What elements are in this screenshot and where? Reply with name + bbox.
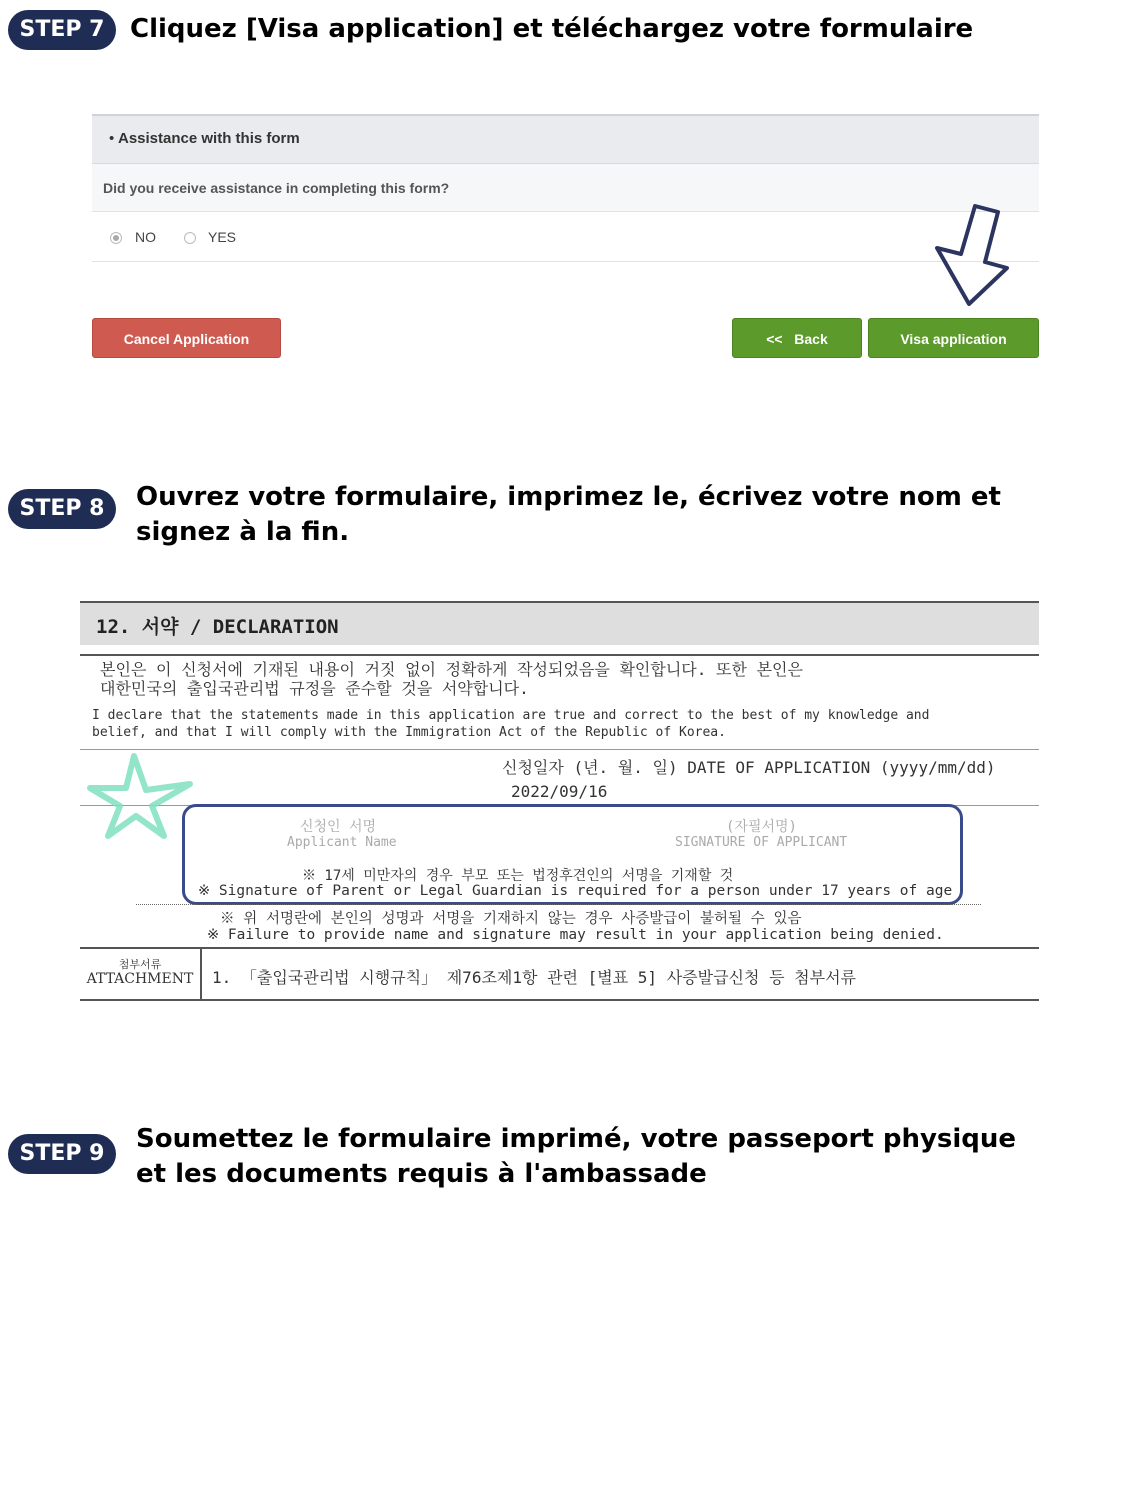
attachment-divider [200, 947, 202, 999]
declaration-form-excerpt [80, 601, 1039, 1001]
divider [80, 749, 1039, 750]
declaration-en-line1: I declare that the statements made in this application are true and correct to the best of my knowledge and [92, 708, 930, 723]
radio-yes-label[interactable]: YES [208, 229, 237, 245]
step-7-badge: STEP 7 [8, 10, 116, 50]
step-8-title-line1: Ouvrez votre formulaire, imprimez le, écrivez votre nom et [136, 482, 1001, 512]
assistance-question: Did you receive assistance in completing this form? [103, 180, 450, 196]
attachment-label-kr: 첨부서류 [118, 958, 162, 971]
step-9-title-line2: et les documents requis à l'ambassade [136, 1159, 707, 1189]
assistance-question-row [92, 164, 1039, 212]
step-8-badge: STEP 8 [8, 489, 116, 529]
applicant-name-kr: 신청인 서명 [300, 819, 377, 835]
star-icon [86, 750, 196, 842]
radio-no-label[interactable]: NO [135, 229, 156, 245]
signature-kr: (자필서명) [726, 819, 797, 835]
radio-yes[interactable] [184, 232, 196, 244]
visa-application-button[interactable]: Visa application [868, 318, 1039, 358]
step-8-title-line2: signez à la fin. [136, 517, 350, 547]
declaration-heading-bar [80, 601, 1039, 645]
date-of-application-label: 신청일자 (년. 월. 일) DATE OF APPLICATION (yyyy/mm/dd) [502, 758, 996, 777]
section-header-label: Assistance with this form [118, 130, 300, 147]
applicant-name-en: Applicant Name [287, 835, 397, 850]
declaration-heading: 12. 서약 / DECLARATION [96, 616, 339, 638]
step-9-title-line1: Soumettez le formulaire imprimé, votre passeport physique [136, 1124, 1017, 1154]
declaration-kr-line2: 대한민국의 출입국관리법 규정을 준수할 것을 서약합니다. [100, 679, 529, 698]
warning-kr: ※ 위 서명란에 본인의 성명과 서명을 기재하지 않는 경우 사증발급이 불허될 수 있음 [220, 911, 802, 927]
guardian-note-kr: ※ 17세 미만자의 경우 부모 또는 법정후견인의 서명을 기재할 것 [302, 868, 734, 884]
attachment-item: 1. 「출입국관리법 시행규칙」 제76조제1항 관련 [별표 5] 사증발급신청 등 첨부서류 [212, 968, 856, 987]
divider [136, 904, 981, 905]
cancel-application-button[interactable]: Cancel Application [92, 318, 281, 358]
step-7-title: Cliquez [Visa application] et téléchargez votre formulaire [130, 14, 974, 44]
warning-en: ※ Failure to provide name and signature may result in your application being denied. [207, 927, 944, 943]
guardian-note-en: ※ Signature of Parent or Legal Guardian is required for a person under 17 years of age [198, 883, 953, 899]
assistance-answer-row [92, 212, 1039, 262]
divider [80, 947, 1039, 949]
arrow-down-icon [925, 200, 1020, 310]
declaration-kr-line1: 본인은 이 신청서에 기재된 내용이 거짓 없이 정확하게 작성되었음을 확인합니다. 또한 본인은 [100, 660, 803, 679]
divider [80, 999, 1039, 1001]
bullet: • [109, 130, 115, 147]
attachment-label-en: ATTACHMENT [86, 971, 194, 987]
back-button[interactable]: << Back [732, 318, 862, 358]
step-9-badge: STEP 9 [8, 1134, 116, 1174]
signature-highlight-box [182, 804, 963, 905]
date-of-application-value: 2022/09/16 [511, 782, 608, 801]
divider [80, 654, 1039, 656]
signature-en: SIGNATURE OF APPLICANT [675, 835, 848, 850]
declaration-en-line2: belief, and that I will comply with the Immigration Act of the Republic of Korea. [92, 725, 726, 740]
radio-no[interactable] [110, 232, 122, 244]
assistance-section-header [92, 114, 1039, 164]
